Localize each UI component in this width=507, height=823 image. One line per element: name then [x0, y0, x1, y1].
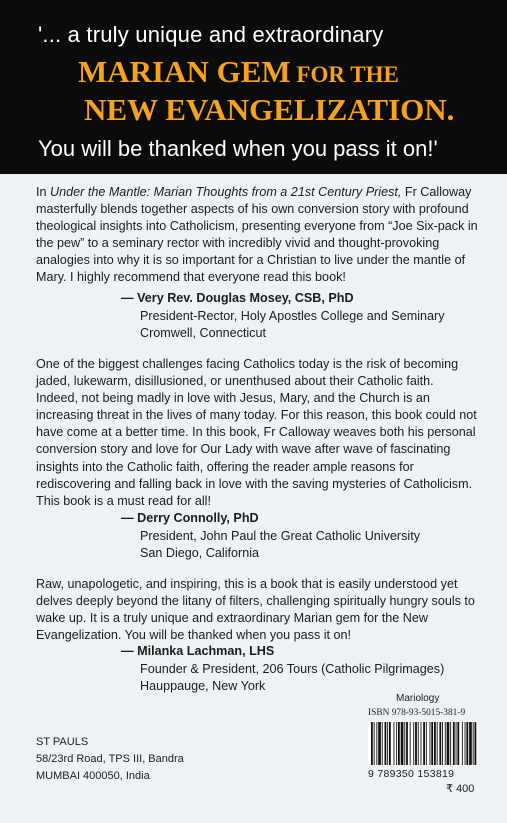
- barcode-bar: [466, 722, 468, 765]
- review-3-role: Founder & President, 206 Tours (Catholic Pilgrimages): [140, 661, 445, 676]
- barcode-bar: [453, 722, 455, 765]
- review-2-name: — Derry Connolly, PhD: [121, 511, 259, 525]
- review-1-role: President-Rector, Holy Apostles College and Seminary: [140, 308, 445, 323]
- publisher-name: ST PAULS: [36, 736, 89, 748]
- barcode-bar: [406, 722, 408, 765]
- review-2-attribution: [121, 510, 481, 563]
- barcode-bar: [445, 722, 446, 765]
- barcode-icon: [368, 721, 478, 766]
- barcode-bar: [434, 722, 436, 765]
- barcode-bar: [475, 722, 477, 765]
- barcode-block: [364, 690, 482, 800]
- publisher-address-2: MUMBAI 400050, India: [36, 770, 150, 782]
- banner-for-the: FOR THE: [290, 62, 399, 87]
- barcode-bar: [378, 722, 381, 765]
- barcode-bar: [371, 722, 373, 765]
- review-1-location: Cromwell, Connecticut: [140, 326, 266, 340]
- barcode-bar: [426, 722, 427, 765]
- barcode-bar: [389, 722, 391, 765]
- review-2-role: President, John Paul the Great Catholic University: [140, 528, 420, 543]
- barcode-bar: [469, 722, 472, 765]
- barcode-bar: [374, 722, 375, 765]
- barcode-bar: [376, 722, 377, 765]
- banner-marian-gem: MARIAN GEM: [78, 54, 291, 89]
- barcode-bar: [385, 722, 387, 765]
- review-3-text: Raw, unapologetic, and inspiring, this is a book that is easily understood yet delves deeply beyond the litany of filters, challenging spiritually hungry souls to wake up. It is a truly unique and extraordinary Marian gem for the New Evangelization. You will be thanked when you pass it on!: [36, 577, 475, 643]
- barcode-bar: [462, 722, 463, 765]
- review-3-location: Hauppauge, New York: [140, 679, 266, 693]
- barcode-bar: [423, 722, 425, 765]
- barcode-bar: [421, 722, 422, 765]
- barcode-bar: [439, 722, 441, 765]
- banner-quote-line-3: NEW EVANGELIZATION.: [84, 92, 455, 127]
- barcode-bar: [394, 722, 395, 765]
- review-3-attribution: [121, 643, 481, 696]
- barcode-bar: [382, 722, 383, 765]
- barcode-bar: [457, 722, 459, 765]
- book-category: Mariology: [396, 693, 440, 704]
- barcode-bar: [473, 722, 474, 765]
- barcode-bar: [437, 722, 438, 765]
- barcode-bar: [418, 722, 419, 765]
- barcode-bar: [413, 722, 414, 765]
- barcode-bar: [465, 722, 466, 765]
- publisher-block: [36, 734, 184, 785]
- publisher-address-1: 58/23rd Road, TPS III, Bandra: [36, 753, 184, 765]
- barcode-bar: [401, 722, 404, 765]
- isbn-label: ISBN 978-93-5015-381-9: [368, 708, 466, 718]
- review-1-name: — Very Rev. Douglas Mosey, CSB, PhD: [121, 291, 354, 305]
- barcode-bar: [442, 722, 443, 765]
- barcode-bar: [410, 722, 411, 765]
- banner-quote-line-2: [78, 54, 399, 90]
- barcode-bar: [387, 722, 388, 765]
- review-2-text: One of the biggest challenges facing Catholics today is the risk of becoming jaded, lukewarm, disillusioned, or unenthused about their Catholic faith. Indeed, not being madly in love with Jesus, Mary, and the Church is an increasing threat in the lives of many today. For this reason, this book could not have come at a better time. In this book, Fr Calloway weaves both his personal conversion story and love for Our Lady with wave after wave of fascinating insights into the Catholic faith, offering the reader ample reasons for rediscovering and falling back in love with the saving mysteries of Catholicism. This book is a must read for all!: [36, 357, 477, 508]
- review-1-body: Fr Calloway masterfully blends together aspects of his own conversion story with profound theological insights into Catholicism, presenting everyone from “Joe Six-pack in the pew” to a seminary rector with incredibly vivid and thought-provoking analogies into why it is so important for a Christian to live under the mantle of Mary. I highly recommend that everyone read this book!: [36, 185, 478, 285]
- review-1-text: [36, 184, 478, 287]
- banner-quote-line-1: '... a truly unique and extraordinary: [38, 22, 384, 47]
- quote-banner: [0, 0, 507, 174]
- barcode-digits: 9 789350 153819: [368, 768, 455, 780]
- review-1-attribution: [121, 290, 481, 343]
- barcode-bar: [431, 722, 433, 765]
- price-label: ₹ 400: [446, 783, 475, 795]
- barcode-bar: [456, 722, 457, 765]
- barcode-bar: [404, 722, 405, 765]
- barcode-bar: [396, 722, 397, 765]
- barcode-bar: [415, 722, 417, 765]
- review-2-location: San Diego, California: [140, 546, 260, 560]
- barcode-bar: [450, 722, 451, 765]
- review-3-name: — Milanka Lachman, LHS: [121, 644, 275, 658]
- barcode-bar: [430, 722, 431, 765]
- barcode-bar: [398, 722, 400, 765]
- barcode-bar: [447, 722, 450, 765]
- review-1-intro: In: [36, 185, 51, 199]
- review-1-book-title: Under the Mantle: Marian Thoughts from a 21st Century Priest,: [50, 185, 402, 199]
- banner-quote-line-4: You will be thanked when you pass it on!': [38, 136, 438, 161]
